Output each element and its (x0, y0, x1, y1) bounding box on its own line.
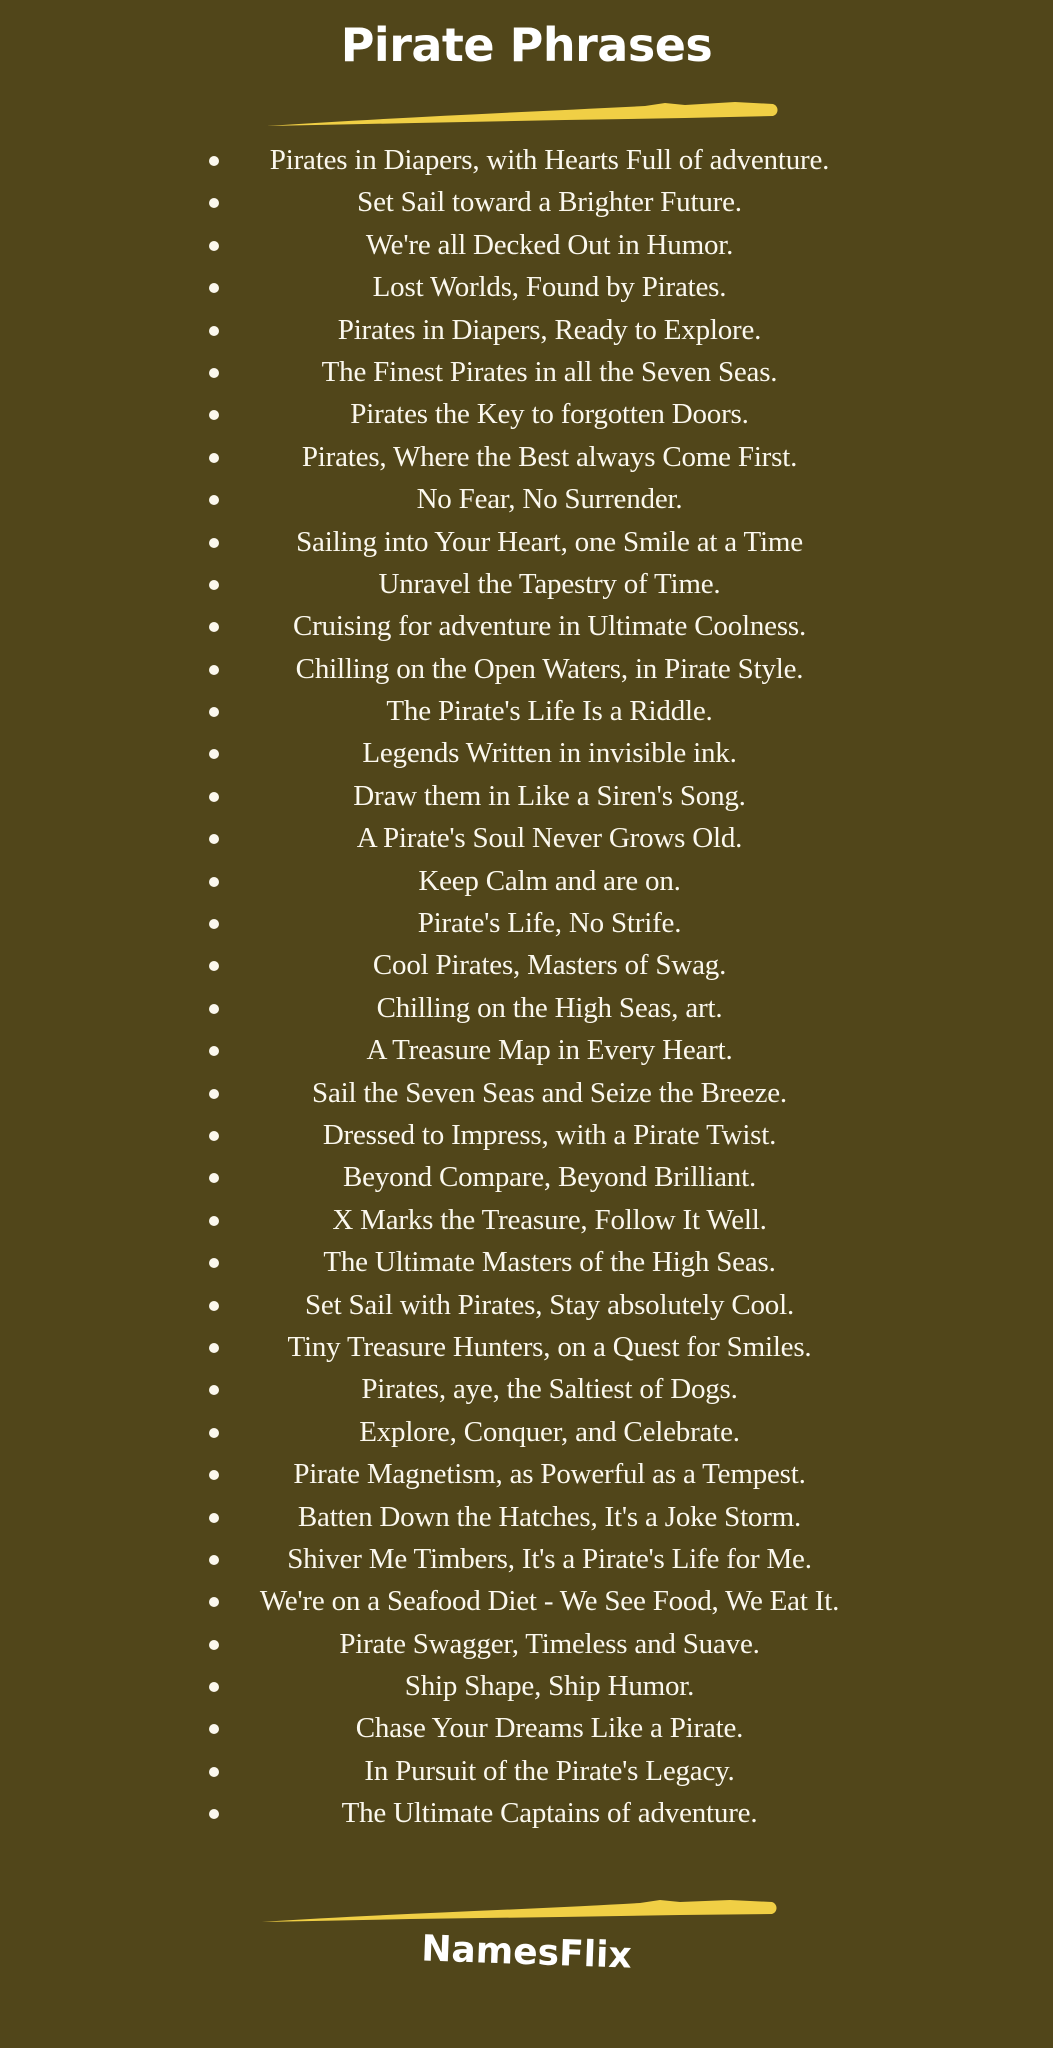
bullet-icon (209, 1640, 219, 1650)
phrase-text: X Marks the Treasure, Follow It Well. (332, 1203, 767, 1236)
phrase-text: The Ultimate Masters of the High Seas. (323, 1246, 776, 1279)
brush-divider-top (265, 98, 780, 130)
bullet-icon (209, 1809, 219, 1819)
list-item (0, 817, 1053, 859)
bullet-icon (209, 580, 219, 590)
phrase-text: Legends Written in invisible ink. (362, 737, 737, 770)
bullet-icon (209, 1470, 219, 1480)
phrase-text: Pirate Swagger, Timeless and Suave. (339, 1627, 760, 1660)
list-item (0, 1707, 1053, 1749)
bullet-icon (209, 1089, 219, 1099)
bullet-icon (209, 1555, 219, 1565)
list-item (0, 690, 1053, 732)
bullet-icon (209, 1724, 219, 1734)
bullet-icon (209, 707, 219, 717)
list-item (0, 987, 1053, 1029)
bullet-icon (209, 1767, 219, 1777)
phrase-text: The Ultimate Captains of adventure. (341, 1797, 758, 1830)
brush-divider-bottom (260, 1896, 780, 1926)
bullet-icon (209, 622, 219, 632)
list-item (0, 902, 1053, 944)
bullet-icon (209, 326, 219, 336)
list-item (0, 181, 1053, 223)
phrase-text: No Fear, No Surrender. (416, 483, 683, 516)
list-item (0, 1665, 1053, 1707)
phrase-list (0, 139, 1053, 1835)
bullet-icon (209, 1004, 219, 1014)
bullet-icon (209, 1173, 219, 1183)
phrase-text: We're all Decked Out in Humor. (365, 228, 734, 261)
bullet-icon (209, 1216, 219, 1226)
phrase-text: The Finest Pirates in all the Seven Seas. (321, 355, 778, 388)
phrase-text: Pirates, Where the Best always Come First. (301, 440, 798, 473)
list-item (0, 944, 1053, 986)
phrase-text: In Pursuit of the Pirate's Legacy. (364, 1754, 735, 1787)
phrase-text: Batten Down the Hatches, It's a Joke Storm. (297, 1500, 802, 1533)
bullet-icon (209, 1301, 219, 1311)
bullet-icon (209, 1682, 219, 1692)
list-item (0, 732, 1053, 774)
list-item (0, 1623, 1053, 1665)
bullet-icon (209, 453, 219, 463)
phrase-text: Set Sail with Pirates, Stay absolutely Cool. (304, 1288, 794, 1321)
phrase-text: Pirates in Diapers, with Hearts Full of adventure. (269, 144, 830, 176)
phrase-text: Pirate's Life, No Strife. (417, 907, 682, 940)
bullet-icon (209, 749, 219, 759)
bullet-icon (209, 665, 219, 675)
bullet-icon (209, 410, 219, 420)
list-item (0, 1750, 1053, 1792)
phrase-text: Chilling on the Open Waters, in Pirate Style. (295, 652, 804, 685)
list-item (0, 224, 1053, 266)
phrase-text: Cruising for adventure in Ultimate Coolness. (292, 610, 807, 643)
list-item (0, 860, 1053, 902)
list-item (0, 351, 1053, 393)
phrase-text: Pirates, aye, the Saltiest of Dogs. (361, 1373, 738, 1406)
list-item (0, 1580, 1053, 1622)
list-item (0, 393, 1053, 435)
list-item (0, 1114, 1053, 1156)
phrase-text: Draw them in Like a Siren's Song. (353, 779, 746, 812)
phrase-text: Sailing into Your Heart, one Smile at a Time (296, 525, 803, 558)
bullet-icon (209, 919, 219, 929)
phrase-text: Chilling on the High Seas, art. (376, 991, 723, 1024)
phrase-text: Pirates the Key to forgotten Doors. (350, 398, 749, 431)
list-item (0, 1241, 1053, 1283)
phrase-text: Unravel the Tapestry of Time. (378, 567, 721, 600)
bullet-icon (209, 156, 219, 166)
bullet-icon (209, 792, 219, 802)
bullet-icon (209, 1343, 219, 1353)
list-item (0, 1326, 1053, 1368)
bullet-icon (209, 1131, 219, 1141)
list-item (0, 1199, 1053, 1241)
list-item (0, 775, 1053, 817)
list-item (0, 1411, 1053, 1453)
bullet-icon (209, 1513, 219, 1523)
phrase-text: Explore, Conquer, and Celebrate. (359, 1415, 740, 1448)
list-item (0, 478, 1053, 520)
phrase-text: Set Sail toward a Brighter Future. (357, 186, 742, 219)
brand-logo: NamesFlix (420, 1928, 633, 1977)
bullet-icon (209, 1385, 219, 1395)
list-item (0, 266, 1053, 308)
phrase-text: Tiny Treasure Hunters, on a Quest for Smiles. (287, 1330, 812, 1363)
list-item (0, 605, 1053, 647)
phrase-text: Keep Calm and are on. (418, 864, 681, 897)
phrase-text: Beyond Compare, Beyond Brilliant. (342, 1161, 757, 1194)
list-item (0, 436, 1053, 478)
phrase-text: Shiver Me Timbers, It's a Pirate's Life for Me. (287, 1542, 812, 1575)
phrase-text: Ship Shape, Ship Humor. (404, 1670, 695, 1703)
bullet-icon (209, 241, 219, 251)
list-item (0, 1792, 1053, 1834)
phrase-text: Sail the Seven Seas and Seize the Breeze. (312, 1076, 787, 1109)
phrase-text: A Treasure Map in Every Heart. (366, 1034, 733, 1067)
list-item (0, 139, 1053, 181)
phrase-text: Pirates in Diapers, Ready to Explore. (337, 313, 762, 346)
list-item (0, 1496, 1053, 1538)
phrase-text: We're on a Seafood Diet - We See Food, We Eat It. (259, 1585, 840, 1618)
phrase-text: Lost Worlds, Found by Pirates. (372, 271, 727, 304)
list-item (0, 1072, 1053, 1114)
bullet-icon (209, 495, 219, 505)
bullet-icon (209, 1428, 219, 1438)
bullet-icon (209, 283, 219, 293)
list-item (0, 1538, 1053, 1580)
phrase-text: A Pirate's Soul Never Grows Old. (356, 822, 743, 855)
bullet-icon (209, 961, 219, 971)
list-item (0, 521, 1053, 563)
phrase-text: Chase Your Dreams Like a Pirate. (355, 1712, 744, 1745)
phrase-text: Dressed to Impress, with a Pirate Twist. (322, 1118, 777, 1151)
list-item (0, 309, 1053, 351)
list-item (0, 1453, 1053, 1495)
list-item (0, 563, 1053, 605)
bullet-icon (209, 1046, 219, 1056)
bullet-icon (209, 877, 219, 887)
list-item (0, 1368, 1053, 1410)
list-item (0, 1029, 1053, 1071)
list-item (0, 648, 1053, 690)
phrase-text: The Pirate's Life Is a Riddle. (386, 695, 713, 728)
bullet-icon (209, 1258, 219, 1268)
phrase-text: Cool Pirates, Masters of Swag. (372, 949, 727, 982)
list-item (0, 1156, 1053, 1198)
list-item (0, 1284, 1053, 1326)
page-title: Pirate Phrases (340, 18, 713, 72)
bullet-icon (209, 198, 219, 208)
phrase-text: Pirate Magnetism, as Powerful as a Tempest. (293, 1458, 806, 1491)
bullet-icon (209, 368, 219, 378)
bullet-icon (209, 538, 219, 548)
bullet-icon (209, 834, 219, 844)
